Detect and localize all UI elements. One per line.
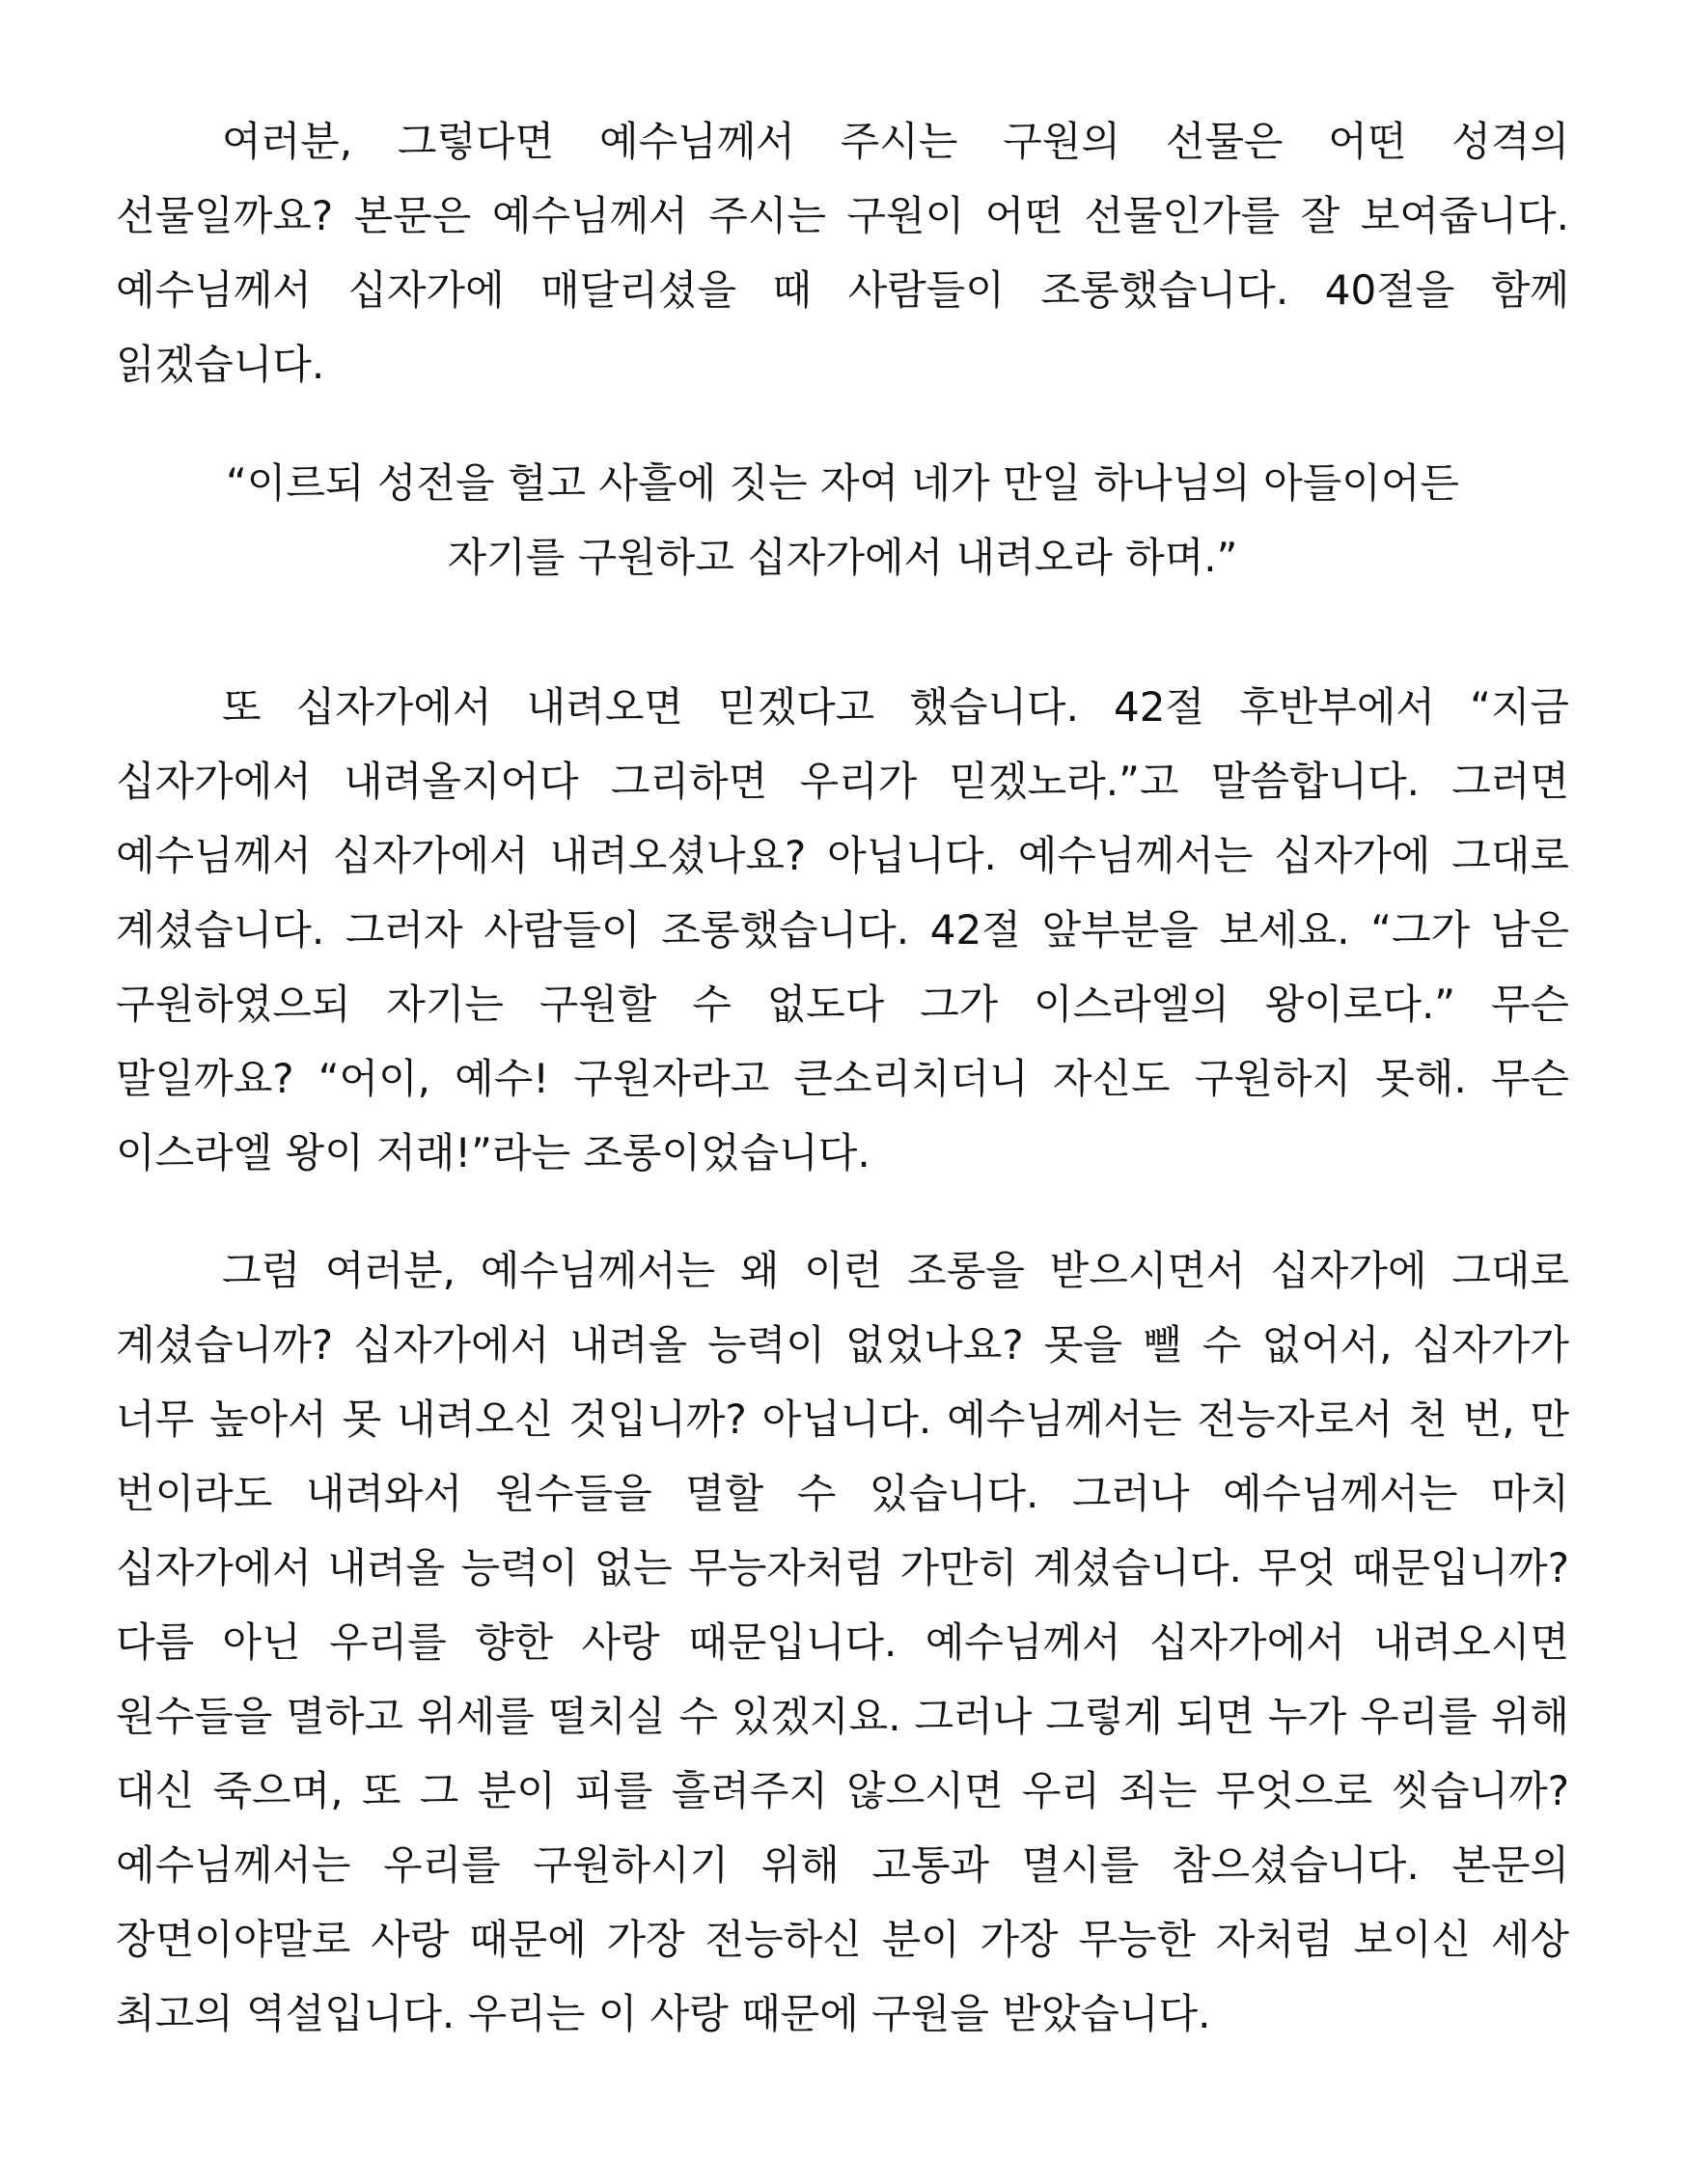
- paragraph-mockery: 또 십자가에서 내려오면 믿겠다고 했습니다. 42절 후반부에서 “지금 십자가에서 내려올지어다 그리하면 우리가 믿겠노라.”고 말씀합니다. 그러면 예수님께서 십자가에서 내려오셨나요? 아닙니다. 예수님께서는 십자가에 그대로 계셨습니다. 그러자 사람들이 조롱했습니다. 42절 앞부분을 보세요. “그가 남은 구원하였으되 자기는 구원할 수 없도다 그가 이스라엘의 왕이로다.” 무슨 말일까요? “어이, 예수! 구원자라고 큰소리치더니 자신도 구원하지 못해. 무슨 이스라엘 왕이 저래!”라는 조롱이었습니다.: [116, 683, 1569, 1176]
- paragraph-intro: 여러분, 그렇다면 예수님께서 주시는 구원의 선물은 어떤 성격의 선물일까요? 본문은 예수님께서 주시는 구원이 어떤 선물인가를 잘 보여줍니다. 예수님께서 십자가에 매달리셨을 때 사람들이 조롱했습니다. 40절을 함께 읽겠습니다.: [116, 118, 1569, 388]
- quote-line-2: 자기를 구원하고 십자가에서 내려오라 하며.”: [447, 534, 1238, 581]
- paragraph-paradox: 그럼 여러분, 예수님께서는 왜 이런 조롱을 받으시면서 십자가에 그대로 계셨습니까? 십자가에서 내려올 능력이 없었나요? 못을 뺄 수 없어서, 십자가가 너무 높아서 못 내려오신 것입니까? 아닙니다. 예수님께서는 전능자로서 천 번, 만 번이라도 내려와서 원수들을 멸할 수 있습니다. 그러나 예수님께서는 마치 십자가에서 내려올 능력이 없는 무능자처럼 가만히 계셨습니다. 무엇 때문입니까? 다름 아닌 우리를 향한 사랑 때문입니다. 예수님께서 십자가에서 내려오시면 원수들을 멸하고 위세를 떨치실 수 있겠지요. 그러나 그렇게 되면 누가 우리를 위해 대신 죽으며, 또 그 분이 피를 흘려주지 않으시면 우리 죄는 무엇으로 씻습니까? 예수님께서는 우리를 구원하시기 위해 고통과 멸시를 참으셨습니다. 본문의 장면이야말로 사랑 때문에 가장 전능하신 분이 가장 무능한 자처럼 보이신 세상 최고의 역설입니다. 우리는 이 사랑 때문에 구원을 받았습니다.: [116, 1247, 1569, 2037]
- quote-line-1: “이르되 성전을 헐고 사흘에 짓는 자여 네가 만일 하나님의 아들이어든: [226, 459, 1459, 507]
- scripture-quote: [116, 446, 1569, 594]
